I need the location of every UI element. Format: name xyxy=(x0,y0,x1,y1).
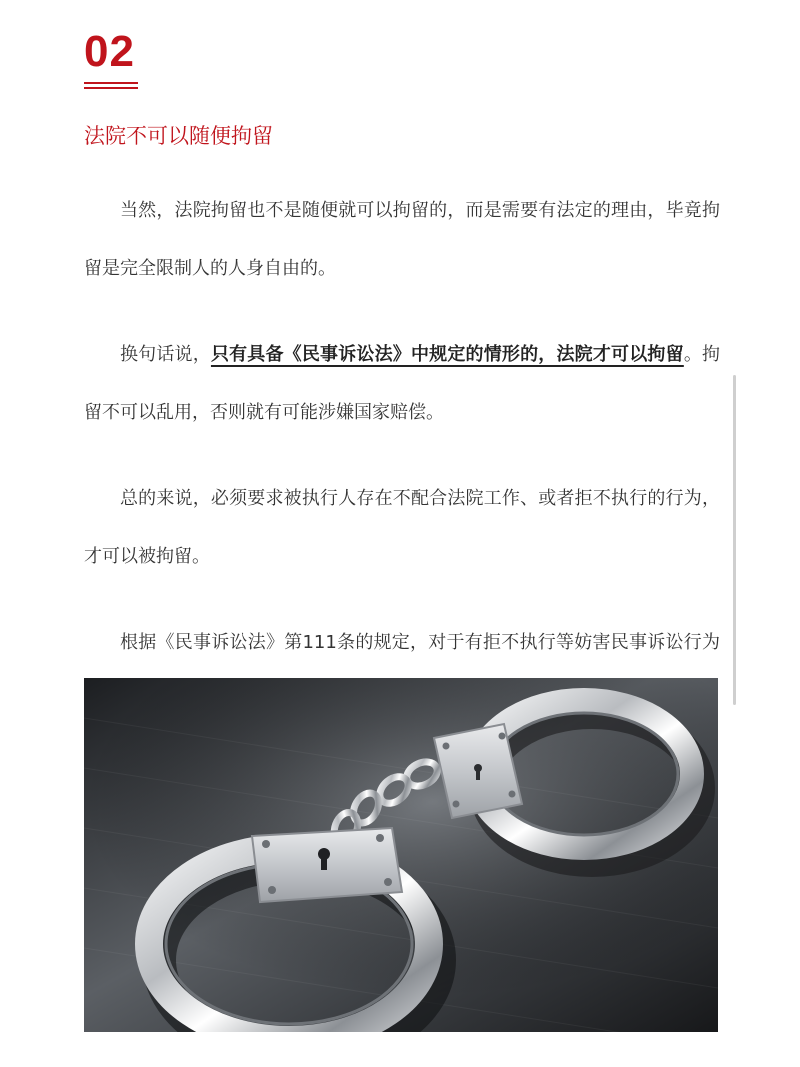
section-number: 02 xyxy=(84,27,135,76)
section-title: 法院不可以随便拘留 xyxy=(84,124,273,148)
handcuffs-photo xyxy=(84,678,718,1032)
article-body xyxy=(84,182,720,730)
paragraph-2 xyxy=(84,326,720,442)
number-underline-bottom xyxy=(84,87,138,89)
scrollbar[interactable] xyxy=(733,375,736,705)
paragraph-4: 根据《民事诉讼法》第111条的规定，对于有拒不执行等妨害民事诉讼行为 xyxy=(120,632,720,653)
paragraph-2-emphasis: 只有具备《民事诉讼法》中规定的情形的，法院才可以拘留 xyxy=(210,344,684,365)
number-underline-top xyxy=(84,82,138,84)
paragraph-2-tail: 。拘留不可以乱用，否则就有可能涉嫌国家赔偿。 xyxy=(84,344,720,423)
paragraph-2-lead: 换句话说， xyxy=(120,344,211,365)
paragraph-3: 总的来说，必须要求被执行人存在不配合法院工作、或者拒不执行的行为，才可以被拘留。 xyxy=(84,488,720,567)
paragraph-1: 当然，法院拘留也不是随便就可以拘留的，而是需要有法定的理由，毕竟拘留是完全限制人的人身自由的。 xyxy=(84,200,720,279)
